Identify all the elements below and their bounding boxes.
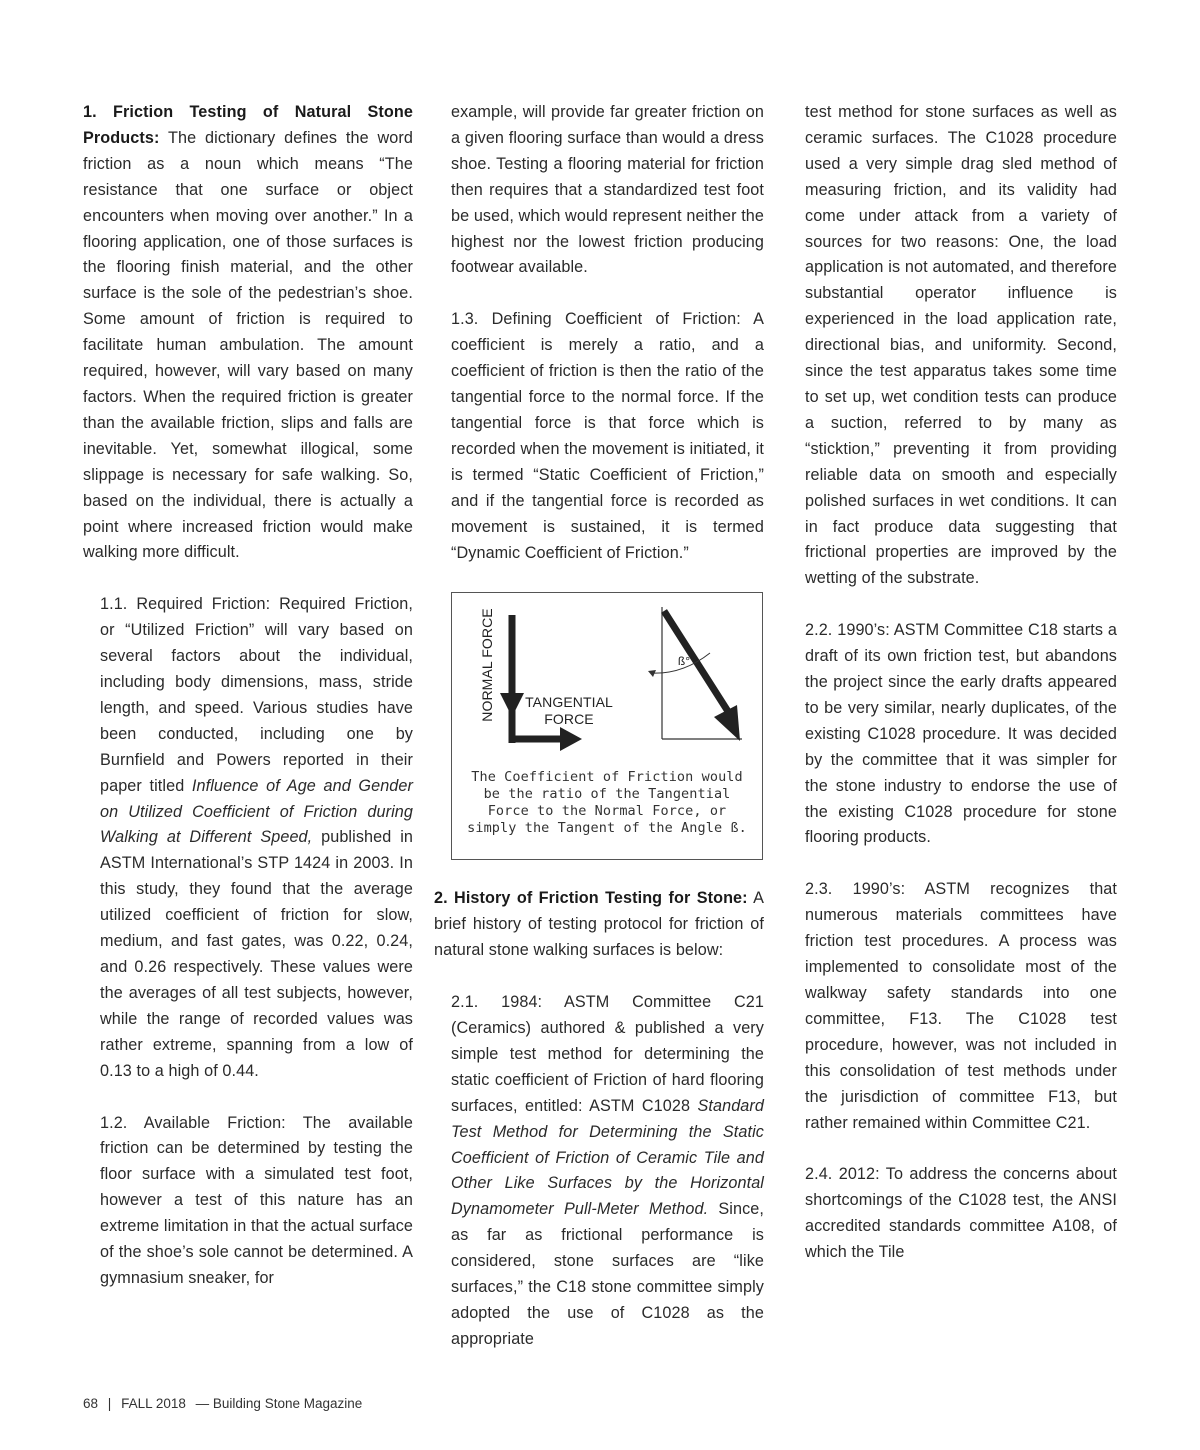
section-1-1-paper-title: Influence of Age and Gender on Utilized Coefficient of Friction during Walking at Different Speed, (100, 776, 414, 847)
section-2-1-standard-title: Standard Test Method for Determining the Static Coefficient of Friction of Ceramic Tile and Other Like Surfaces by the Horizontal Dynamometer Pull-Meter Method. (451, 1096, 764, 1219)
section-2-1-body-b: Since, as far as frictional performance is considered, stone surfaces are “like surfaces,” the C18 stone committee simply adopted the use of C1028 as the appropriate (451, 1200, 764, 1348)
section-2-3-body: ASTM recognizes that numerous materials committees have friction test procedures. A process was implemented to consolidate most of the walkway safety standards into one committee, F13. The C1028 test procedure, however, was not included in this consolidation of test methods under the jurisdiction of committee F13, but rather remained within Committee C21. (805, 880, 1117, 1132)
section-2-4 (805, 1162, 1117, 1266)
friction-diagram (451, 592, 763, 860)
section-1-3-heading: 1.3. Defining Coefficient of Friction: (451, 310, 741, 329)
section-2-2-heading: 2.2. 1990’s: (805, 621, 890, 640)
section-1-body: The dictionary defines the word friction as a noun which means “The resistance that one surface or object encounters when moving over another.” In a flooring application, one of those surfaces is the flooring finish material, and the other surface is the sole of the pedestrian’s shoe. Some amount of friction is required to facilitate human ambulation. The amount required, however, will vary based on many factors. When the required friction is greater than the available friction, slips and falls are inevitable. Yet, somewhat illogical, some slippage is necessary for safe walking. So, based on the individual, there is actually a point where increased friction would make walking more difficult. (83, 128, 413, 562)
section-1-heading: 1. Friction Testing of Natural Stone Products: (83, 103, 413, 147)
section-2-heading: 2. History of Friction Testing for Stone: (434, 889, 748, 908)
diagram-caption: The Coefficient of Friction would be the ratio of the Tangential Force to the Normal Force, or simply the Tangent of the Angle ß. (467, 769, 747, 837)
section-1-2 (83, 1111, 413, 1292)
column-3 (805, 100, 1117, 1292)
section-1-1 (83, 592, 413, 1084)
section-2-1-continued: test method for stone surfaces as well as ceramic surfaces. The C1028 procedure used a very simple drag sled method of measuring friction, and its validity had come under attack from a variety of sources for two reasons: One, the load application is not automated, and therefore substantial operator influence is experienced in the load application rate, directional bias, and uniformity. Second, since the test apparatus takes some time to set up, wet condition tests can produce a suction, referred to by many as “sticktion,” preventing it from providing reliable data on smooth and especially polished surfaces in wet conditions. It can in fact produce data suggesting that frictional properties are improved by the wetting of the substrate. (805, 103, 1117, 588)
section-1-2-body: The available friction can be determined by testing the floor surface with a simulated test foot, however a test of this nature has an extreme limitation in that the actual surface of the shoe’s sole cannot be determined. A gymnasium sneaker, for (100, 1113, 413, 1287)
section-1 (83, 100, 413, 566)
section-2-1-body-a: ASTM Committee C21 (Ceramics) authored & published a very simple test method for determining the static coefficient of Friction of hard flooring surfaces, entitled: ASTM C1028 (451, 993, 764, 1115)
section-2-1 (434, 990, 764, 1353)
resultant-force-arrowhead (714, 705, 740, 741)
section-1-1-body-b: published in ASTM International’s STP 1424 in 2003. In this study, they found that the average utilized coefficient of friction for slow, medium, and fast gates, was 0.22, 0.24, and 0.26 respectively. These values were the averages of all test subjects, however, while the range of recorded values was rather extreme, spanning from a low of 0.13 to a high of 0.44. (100, 828, 413, 1080)
section-2-body: A brief history of testing protocol for friction of natural stone walking surfaces is below: (434, 889, 764, 960)
section-2-4-body: To address the concerns about shortcomings of the C1028 test, the ANSI accredited standards committee A108, of which the Tile (805, 1165, 1117, 1262)
tangential-force-label-1: TANGENTIAL (525, 694, 613, 711)
normal-force-label: NORMAL FORCE (479, 608, 495, 723)
section-1-3-body: A coefficient is merely a ratio, and a coefficient of friction is then the ratio of the tangential force to the normal force. If the tangential force is that force which is recorded when the movement is initiated, it is termed “Static Coefficient of Friction,” and if the tangential force is recorded as movement is sustained, it is termed “Dynamic Coefficient of Friction.” (451, 310, 764, 562)
section-2-1-heading: 2.1. 1984: (451, 993, 543, 1012)
issue-label: FALL 2018 (121, 1396, 186, 1411)
footer-separator: | (107, 1396, 112, 1411)
publication-name: — Building Stone Magazine (195, 1396, 363, 1411)
section-2-4-heading: 2.4. 2012: (805, 1165, 880, 1184)
tangential-force-arrowhead (560, 727, 582, 751)
section-2-2 (805, 618, 1117, 851)
section-1-2-continued: example, will provide far greater friction on a given flooring surface than would a dress shoe. Testing a flooring material for friction then requires that a standardized test foot be used, which would represent neither the highest nor the lowest friction producing footwear available. (451, 103, 764, 277)
angle-beta-label: ß° (677, 654, 691, 669)
section-2-3 (805, 877, 1117, 1136)
section-1-1-body-a: Required Friction, or “Utilized Friction” will vary based on several factors about the individual, including body dimensions, mass, stride length, and speed. Various studies have been conducted, including one by Burnfield and Powers reported in their paper titled (100, 595, 413, 795)
column-1 (83, 100, 413, 1318)
tangential-force-label-2: FORCE (544, 711, 594, 728)
section-2-2-body: ASTM Committee C18 starts a draft of its own friction test, but abandons the project since the early drafts appeared to be very similar, nearly duplicates, of the existing C1028 procedure. It was decided by the committee that it was simpler for the stone industry to endorse the use of the existing C1028 procedure for stone flooring products. (805, 621, 1117, 847)
page-number: 68 (83, 1396, 99, 1411)
section-1-2-heading: 1.2. Available Friction: (100, 1113, 286, 1132)
page-footer (83, 1396, 368, 1411)
column-2 (434, 100, 764, 1379)
section-2 (434, 886, 764, 964)
section-2-3-heading: 2.3. 1990’s: (805, 880, 906, 899)
section-1-1-heading: 1.1. Required Friction: (100, 595, 271, 614)
section-1-3 (434, 307, 764, 566)
